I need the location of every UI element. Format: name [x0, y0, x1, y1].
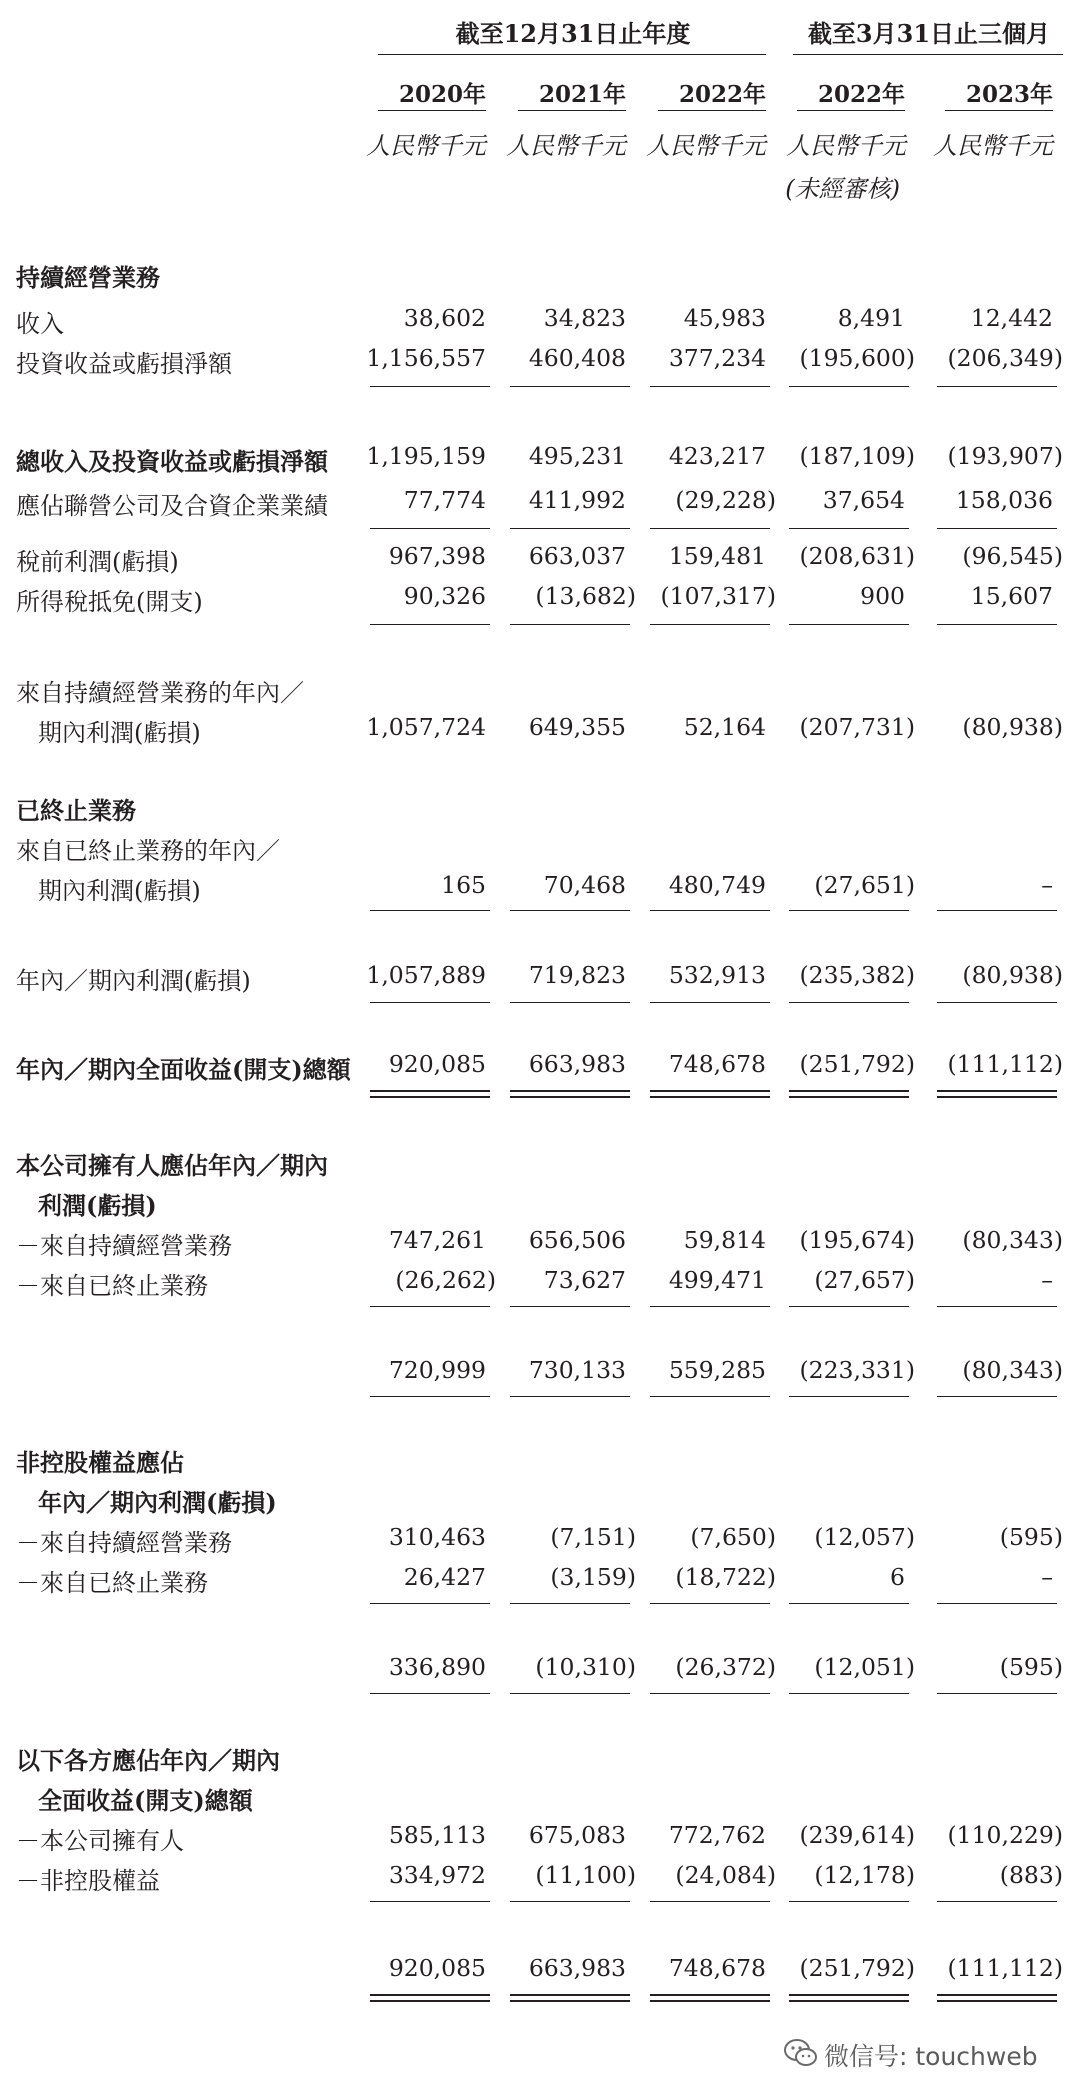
- column-rule: [789, 1901, 909, 1902]
- value-cell: 675,083: [528, 1821, 626, 1849]
- value-cell: (18,722): [675, 1563, 776, 1591]
- value-cell: 1,057,724: [366, 713, 486, 741]
- column-rule: [510, 386, 630, 387]
- column-rule: [937, 624, 1057, 625]
- row-label-continuing-profit: 來自持續經營業務的年內／: [16, 679, 304, 707]
- column-double-rule: [510, 1090, 630, 1098]
- value-cell: 423,217: [668, 442, 766, 470]
- value-cell: 585,113: [388, 1821, 486, 1849]
- value-cell: (195,600): [799, 344, 915, 372]
- column-rule: [510, 528, 630, 529]
- value-cell: 967,398: [388, 542, 486, 570]
- value-cell: (251,792): [799, 1954, 915, 1982]
- value-cell: 34,823: [543, 304, 626, 332]
- column-double-rule: [789, 1090, 909, 1098]
- value-cell: 748,678: [668, 1050, 766, 1078]
- value-cell: 920,085: [388, 1954, 486, 1982]
- value-cell: (12,178): [814, 1861, 915, 1889]
- value-cell: 165: [441, 871, 486, 899]
- value-cell: (7,650): [690, 1523, 776, 1551]
- value-cell: (208,631): [799, 542, 915, 570]
- value-cell: (80,343): [962, 1226, 1063, 1254]
- year-underline: [658, 110, 766, 111]
- row-label-revenue: 收入: [16, 310, 64, 338]
- row-label-total-revenue: 總收入及投資收益或虧損淨額: [16, 447, 328, 476]
- value-cell: 747,261: [388, 1226, 486, 1254]
- row-label-discontinued-profit: 來自已終止業務的年內／: [16, 837, 280, 865]
- column-rule: [937, 1396, 1057, 1397]
- column-rule: [937, 1693, 1057, 1694]
- column-double-rule: [650, 1090, 770, 1098]
- value-cell: (96,545): [962, 542, 1063, 570]
- value-cell: 1,057,889: [366, 961, 486, 989]
- row-label-period-profit: 年內／期內利潤(虧損): [16, 967, 251, 995]
- value-cell: 748,678: [668, 1954, 766, 1982]
- section-title-nci-2: 年內／期內利潤(虧損): [38, 1488, 277, 1517]
- column-rule: [650, 910, 770, 911]
- unit-label: 人民幣千元: [366, 132, 486, 160]
- year-underline: [945, 110, 1053, 111]
- year-underline: [518, 110, 626, 111]
- value-cell: 310,463: [388, 1523, 486, 1551]
- unit-label: 人民幣千元: [646, 132, 766, 160]
- section-title-comprehensive: 以下各方應佔年內／期內: [16, 1746, 280, 1775]
- column-rule: [370, 1901, 490, 1902]
- section-title-nci: 非控股權益應佔: [16, 1448, 184, 1477]
- column-rule: [370, 1693, 490, 1694]
- row-label-pretax: 稅前利潤(虧損): [16, 548, 179, 576]
- row-label-tax: 所得稅抵免(開支): [16, 588, 203, 616]
- value-cell: –: [1041, 871, 1053, 899]
- unaudited-label: (未經審核): [785, 175, 900, 203]
- value-cell: 480,749: [668, 871, 766, 899]
- value-cell: (3,159): [550, 1563, 636, 1591]
- column-double-rule: [510, 1994, 630, 2002]
- period-underline-q: [793, 54, 1063, 55]
- unit-label: 人民幣千元: [506, 132, 626, 160]
- column-rule: [650, 1603, 770, 1604]
- value-cell: 920,085: [388, 1050, 486, 1078]
- value-cell: (235,382): [799, 961, 915, 989]
- value-cell: (223,331): [799, 1356, 915, 1384]
- column-rule: [510, 1693, 630, 1694]
- row-label-comp-nci: －非控股權益: [16, 1867, 160, 1895]
- value-cell: 663,983: [528, 1954, 626, 1982]
- column-rule: [789, 1306, 909, 1307]
- value-cell: 158,036: [955, 486, 1053, 514]
- column-rule: [370, 1603, 490, 1604]
- unit-label: 人民幣千元: [786, 132, 906, 160]
- row-label-comp-owners: －本公司擁有人: [16, 1827, 184, 1855]
- column-rule: [510, 1002, 630, 1003]
- value-cell: (195,674): [799, 1226, 915, 1254]
- year-header: 2020年: [398, 81, 486, 108]
- value-cell: (80,938): [962, 961, 1063, 989]
- value-cell: (111,112): [947, 1050, 1063, 1078]
- value-cell: (193,907): [947, 442, 1063, 470]
- column-rule: [937, 1306, 1057, 1307]
- column-rule: [370, 910, 490, 911]
- value-cell: (11,100): [535, 1861, 636, 1889]
- value-cell: 532,913: [668, 961, 766, 989]
- unit-label: 人民幣千元: [933, 132, 1053, 160]
- column-rule: [650, 386, 770, 387]
- value-cell: 656,506: [528, 1226, 626, 1254]
- value-cell: (187,109): [799, 442, 915, 470]
- value-cell: 460,408: [528, 344, 626, 372]
- value-cell: 334,972: [388, 1861, 486, 1889]
- row-label-owners-continuing: －來自持續經營業務: [16, 1232, 232, 1260]
- column-rule: [650, 1306, 770, 1307]
- value-cell: 6: [890, 1563, 905, 1591]
- value-cell: 663,983: [528, 1050, 626, 1078]
- column-rule: [370, 624, 490, 625]
- value-cell: 720,999: [388, 1356, 486, 1384]
- value-cell: 52,164: [683, 713, 766, 741]
- value-cell: (29,228): [675, 486, 776, 514]
- row-label-nci-continuing: －來自持續經營業務: [16, 1529, 232, 1557]
- year-header: 2022年: [678, 81, 766, 108]
- value-cell: –: [1041, 1266, 1053, 1294]
- value-cell: 499,471: [668, 1266, 766, 1294]
- section-title-discontinued: 已終止業務: [16, 796, 136, 825]
- column-double-rule: [789, 1994, 909, 2002]
- value-cell: (107,317): [660, 582, 776, 610]
- value-cell: (12,057): [814, 1523, 915, 1551]
- value-cell: 719,823: [528, 961, 626, 989]
- column-rule: [937, 386, 1057, 387]
- value-cell: (80,343): [962, 1356, 1063, 1384]
- column-rule: [650, 528, 770, 529]
- value-cell: 495,231: [528, 442, 626, 470]
- wechat-icon: [784, 2038, 818, 2068]
- value-cell: (110,229): [947, 1821, 1063, 1849]
- value-cell: (26,262): [395, 1266, 496, 1294]
- row-label-total-comprehensive: 年內／期內全面收益(開支)總額: [16, 1055, 351, 1084]
- section-title-owners: 本公司擁有人應佔年內／期內: [16, 1151, 328, 1180]
- column-rule: [937, 1901, 1057, 1902]
- value-cell: 15,607: [970, 582, 1053, 610]
- value-cell: 900: [860, 582, 905, 610]
- column-rule: [650, 1901, 770, 1902]
- column-rule: [937, 1002, 1057, 1003]
- column-rule: [510, 1603, 630, 1604]
- column-rule: [789, 1603, 909, 1604]
- value-cell: 377,234: [668, 344, 766, 372]
- column-rule: [789, 910, 909, 911]
- value-cell: (27,657): [814, 1266, 915, 1294]
- column-rule: [650, 1693, 770, 1694]
- column-rule: [789, 386, 909, 387]
- value-cell: 559,285: [668, 1356, 766, 1384]
- column-rule: [510, 1396, 630, 1397]
- value-cell: (111,112): [947, 1954, 1063, 1982]
- year-underline: [378, 110, 486, 111]
- period-underline-fy: [378, 54, 766, 55]
- value-cell: 38,602: [403, 304, 486, 332]
- column-rule: [510, 910, 630, 911]
- value-cell: (595): [999, 1653, 1063, 1681]
- value-cell: –: [1041, 1563, 1053, 1591]
- column-double-rule: [650, 1994, 770, 2002]
- row-label-nci-discontinued: －來自已終止業務: [16, 1569, 208, 1597]
- column-rule: [370, 1002, 490, 1003]
- year-header: 2021年: [538, 81, 626, 108]
- value-cell: (24,084): [675, 1861, 776, 1889]
- value-cell: 159,481: [668, 542, 766, 570]
- column-rule: [937, 1603, 1057, 1604]
- value-cell: (206,349): [947, 344, 1063, 372]
- value-cell: 411,992: [528, 486, 626, 514]
- value-cell: 730,133: [528, 1356, 626, 1384]
- column-rule: [370, 386, 490, 387]
- column-double-rule: [937, 1090, 1057, 1098]
- value-cell: (207,731): [799, 713, 915, 741]
- year-underline: [797, 110, 905, 111]
- period-header-fy: 截至12月31日止年度: [455, 19, 691, 48]
- value-cell: 45,983: [683, 304, 766, 332]
- row-label-investment: 投資收益或虧損淨額: [16, 350, 232, 378]
- column-double-rule: [370, 1090, 490, 1098]
- column-rule: [789, 1693, 909, 1694]
- value-cell: 90,326: [403, 582, 486, 610]
- value-cell: 1,195,159: [366, 442, 486, 470]
- value-cell: (883): [999, 1861, 1063, 1889]
- value-cell: 70,468: [543, 871, 626, 899]
- column-rule: [789, 528, 909, 529]
- value-cell: 77,774: [403, 486, 486, 514]
- value-cell: 26,427: [403, 1563, 486, 1591]
- value-cell: 59,814: [683, 1226, 766, 1254]
- value-cell: 663,037: [528, 542, 626, 570]
- section-title-owners-2: 利潤(虧損): [38, 1191, 157, 1220]
- value-cell: (10,310): [535, 1653, 636, 1681]
- value-cell: (80,938): [962, 713, 1063, 741]
- watermark-text: 微信号: touchweb: [824, 2042, 1038, 2071]
- row-label-discontinued-profit-2: 期內利潤(虧損): [38, 877, 201, 905]
- value-cell: 649,355: [528, 713, 626, 741]
- row-label-continuing-profit-2: 期內利潤(虧損): [38, 719, 201, 747]
- value-cell: (27,651): [814, 871, 915, 899]
- value-cell: (12,051): [814, 1653, 915, 1681]
- value-cell: 12,442: [970, 304, 1053, 332]
- value-cell: (26,372): [675, 1653, 776, 1681]
- value-cell: 772,762: [668, 1821, 766, 1849]
- value-cell: 73,627: [543, 1266, 626, 1294]
- value-cell: 8,491: [837, 304, 905, 332]
- column-rule: [370, 1396, 490, 1397]
- column-rule: [510, 1306, 630, 1307]
- year-header: 2022年: [817, 81, 905, 108]
- section-title-comprehensive-2: 全面收益(開支)總額: [38, 1786, 253, 1815]
- column-rule: [789, 624, 909, 625]
- column-rule: [510, 1901, 630, 1902]
- column-rule: [789, 1396, 909, 1397]
- column-rule: [937, 528, 1057, 529]
- value-cell: (251,792): [799, 1050, 915, 1078]
- value-cell: (13,682): [535, 582, 636, 610]
- year-header: 2023年: [965, 81, 1053, 108]
- value-cell: (595): [999, 1523, 1063, 1551]
- value-cell: (7,151): [550, 1523, 636, 1551]
- column-rule: [370, 528, 490, 529]
- column-rule: [650, 1002, 770, 1003]
- column-rule: [937, 910, 1057, 911]
- column-rule: [650, 624, 770, 625]
- column-rule: [650, 1396, 770, 1397]
- column-rule: [510, 624, 630, 625]
- value-cell: 37,654: [822, 486, 905, 514]
- period-header-q: 截至3月31日止三個月: [807, 19, 1051, 48]
- value-cell: 1,156,557: [366, 344, 486, 372]
- column-double-rule: [937, 1994, 1057, 2002]
- column-double-rule: [370, 1994, 490, 2002]
- row-label-associates: 應佔聯營公司及合資企業業績: [16, 492, 328, 520]
- column-rule: [370, 1306, 490, 1307]
- section-title-continuing: 持續經營業務: [16, 263, 160, 292]
- value-cell: (239,614): [799, 1821, 915, 1849]
- row-label-owners-discontinued: －來自已終止業務: [16, 1272, 208, 1300]
- column-rule: [789, 1002, 909, 1003]
- value-cell: 336,890: [388, 1653, 486, 1681]
